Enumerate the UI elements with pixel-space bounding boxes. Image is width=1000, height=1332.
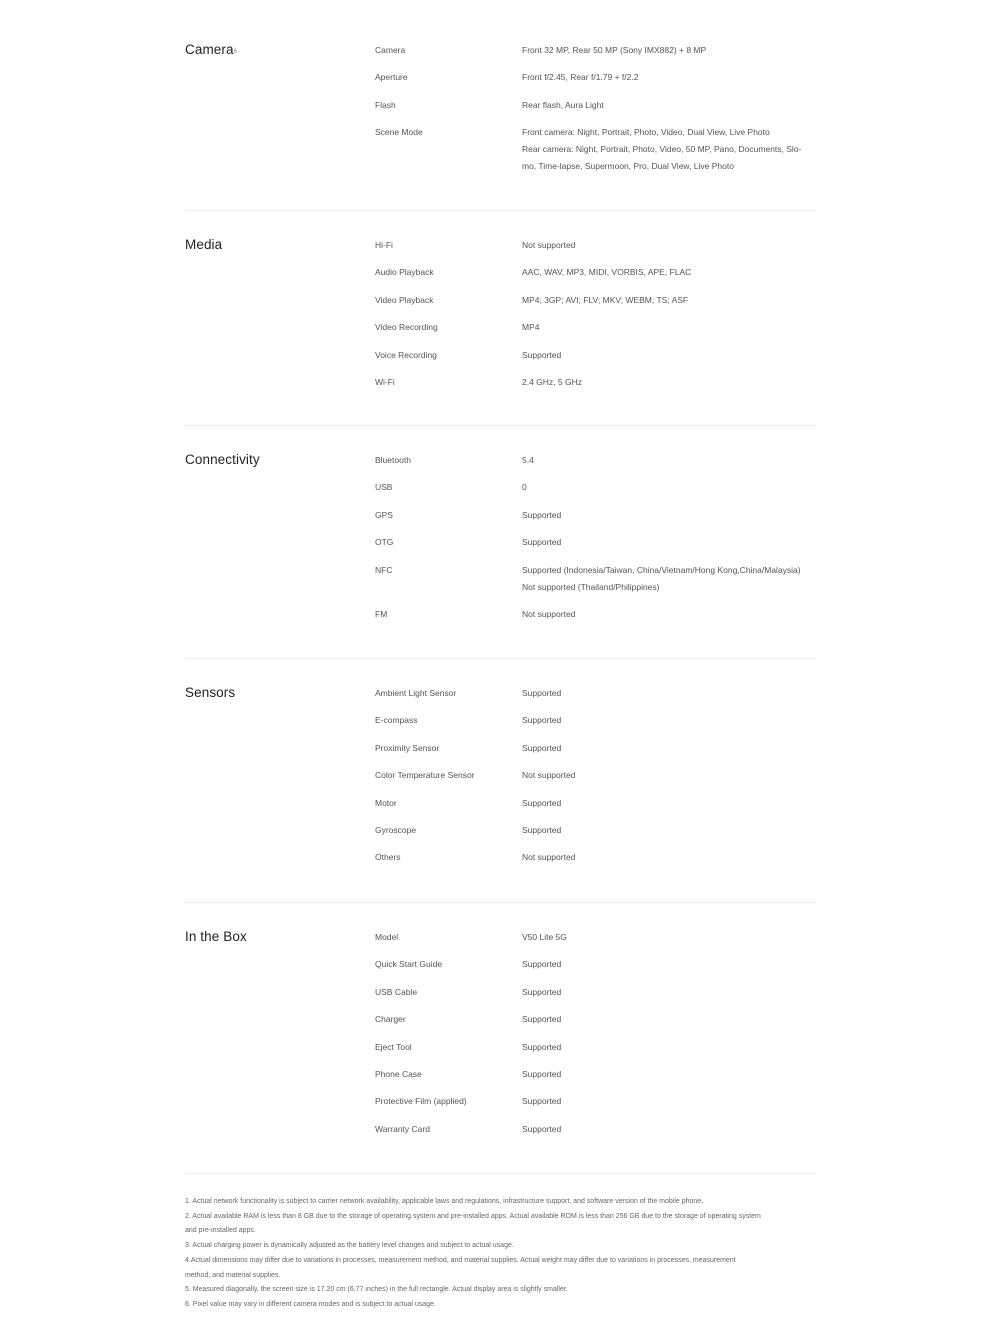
spec-value-line: 5.4 (522, 455, 534, 465)
spec-row (375, 740, 817, 767)
spec-label: Flash (375, 99, 396, 110)
spec-label: GPS (375, 509, 393, 520)
spec-page (185, 0, 817, 1174)
spec-value-line: Supported (522, 1041, 562, 1052)
spec-label: Hi-Fi (375, 240, 393, 250)
spec-rows (375, 685, 817, 877)
spec-value-line: Not supported (Thailand/Philippines) (522, 581, 660, 592)
spec-value-line: Supported (522, 1096, 562, 1107)
spec-label: Proximity Sensor (375, 742, 440, 753)
spec-value (522, 42, 817, 59)
spec-value (522, 124, 817, 175)
spec-value-line: MP4; 3GP; AVI; FLV; MKV; WEBM; TS; ASF (522, 294, 689, 305)
section-media (185, 211, 817, 426)
spec-value (522, 849, 817, 866)
section-title (185, 685, 235, 700)
spec-value-line: Front f/2.45, Rear f/1.79 + f/2.2 (522, 72, 639, 83)
spec-label: NFC (375, 564, 393, 575)
spec-value (522, 97, 817, 114)
spec-value-line: Supported (522, 1123, 562, 1134)
spec-row (375, 849, 817, 876)
spec-value (522, 292, 817, 309)
section-connectivity (185, 426, 817, 659)
spec-row (375, 347, 817, 374)
spec-value (522, 685, 817, 702)
spec-label: Others (375, 852, 401, 863)
spec-value (522, 1011, 817, 1028)
spec-value (522, 507, 817, 524)
spec-row (375, 374, 817, 401)
spec-label: FM (375, 608, 388, 619)
spec-label: Video Playback (375, 294, 434, 305)
spec-row (375, 237, 817, 264)
footnote-line: and pre-installed apps. (185, 1227, 256, 1235)
spec-label: Camera (375, 45, 406, 55)
spec-row (375, 767, 817, 794)
spec-label: Scene Mode (375, 127, 423, 138)
spec-label: Protective Film (applied) (375, 1096, 467, 1107)
section-title-text: Sensors (185, 685, 236, 700)
spec-value (522, 69, 817, 86)
spec-row (375, 1121, 817, 1148)
spec-value-line: 0 (522, 482, 527, 493)
spec-row (375, 795, 817, 822)
spec-value-line: Rear camera: Night, Portrait, Photo, Video, 50 MP, Pano, Documents, Slo- (522, 144, 802, 155)
section-title-text: In the Box (185, 929, 247, 944)
spec-row (375, 124, 817, 175)
footnote-line: 2. Actual available RAM is less than 8 GB due to the storage of operating system and pre-installed apps. Actual available ROM is less than 256 GB due to the storage of operating system (185, 1212, 761, 1220)
spec-value-line: mo, Time-lapse, Supermoon, Pro, Dual View, Live Photo (522, 161, 734, 172)
footnote-line: 3. Actual charging power is dynamically adjusted as the battery level changes and subject to actual usage. (185, 1242, 514, 1250)
spec-label: Quick Start Guide (375, 959, 443, 970)
section-title (185, 237, 222, 252)
section-title-text: Camera (185, 42, 234, 57)
spec-value-line: Supported (522, 797, 562, 808)
spec-row (375, 1093, 817, 1120)
spec-value-line: Front camera: Night, Portrait, Photo, Video, Dual View, Live Photo (522, 127, 770, 138)
spec-value-line: 2.4 GHz, 5 GHz (522, 376, 582, 387)
spec-label: Audio Playback (375, 267, 434, 278)
spec-value-line: Rear flash, Aura Light (522, 99, 604, 110)
spec-label: Gyroscope (375, 824, 417, 835)
spec-row (375, 319, 817, 346)
footnote-line: 1. Actual network functionality is subject to carrier network availability, applicable laws and regulations, infrastructure support, and software version of the mobile phone. (185, 1198, 704, 1205)
spec-value (522, 374, 817, 391)
spec-value (522, 479, 817, 496)
spec-value-line: Not supported (522, 608, 576, 619)
spec-value (522, 606, 817, 623)
spec-value (522, 264, 817, 281)
section-title-text: Media (185, 237, 223, 252)
spec-value (522, 1093, 817, 1110)
spec-value-line: AAC, WAV, MP3, MIDI, VORBIS, APE, FLAC (522, 267, 692, 278)
spec-value-line: Supported (522, 1014, 562, 1025)
spec-label: Motor (375, 797, 397, 808)
section-sensors (185, 659, 817, 903)
spec-label: Ambient Light Sensor (375, 688, 457, 698)
spec-row (375, 534, 817, 561)
spec-value-line: Supported (522, 509, 562, 520)
spec-label: Video Recording (375, 322, 438, 333)
section-in-the-box (185, 903, 817, 1174)
spec-row (375, 479, 817, 506)
footnote-ref: 6 (233, 49, 238, 55)
spec-rows (375, 42, 817, 175)
spec-label: Warranty Card (375, 1123, 430, 1134)
spec-row (375, 822, 817, 849)
spec-value (522, 984, 817, 1001)
spec-value-line: Front 32 MP, Rear 50 MP (Sony IMX882) + 8 MP (522, 45, 707, 55)
spec-value (522, 562, 817, 596)
footnote-line: method, and material supplies. (185, 1271, 281, 1279)
spec-value-line: Supported (522, 688, 562, 698)
spec-row (375, 606, 817, 633)
spec-row (375, 685, 817, 712)
spec-row (375, 507, 817, 534)
spec-label: USB (375, 482, 393, 493)
spec-value (522, 534, 817, 551)
spec-value (522, 740, 817, 757)
spec-row (375, 1039, 817, 1066)
spec-row (375, 562, 817, 606)
spec-row (375, 42, 817, 69)
spec-label: Phone Case (375, 1068, 422, 1079)
spec-value (522, 822, 817, 839)
spec-row (375, 292, 817, 319)
footnote-line: 6. Pixel value may vary in different camera modes and is subject to actual usage. (185, 1300, 436, 1308)
spec-value (522, 452, 817, 469)
spec-value-line: Supported (522, 824, 562, 835)
spec-label: Model (375, 932, 399, 942)
spec-value (522, 795, 817, 812)
spec-rows (375, 929, 817, 1148)
spec-label: Voice Recording (375, 349, 437, 360)
spec-row (375, 1066, 817, 1093)
spec-label: Aperture (375, 72, 408, 83)
spec-value-line: V50 Lite 5G (522, 932, 567, 942)
spec-value (522, 237, 817, 254)
spec-row (375, 984, 817, 1011)
spec-row (375, 264, 817, 291)
spec-label: E-compass (375, 715, 418, 726)
spec-label: Color Temperature Sensor (375, 770, 475, 781)
spec-rows (375, 452, 817, 633)
spec-value-line: Not supported (522, 240, 576, 250)
spec-rows (375, 237, 817, 401)
spec-row (375, 452, 817, 479)
spec-value (522, 347, 817, 364)
footnote-line: 4.Actual dimensions may differ due to variations in processes, measurement method, and material supplies. Actual weight may differ due to variations in processes, measurement (185, 1256, 736, 1264)
spec-value-line: Not supported (522, 770, 576, 781)
spec-label: OTG (375, 537, 394, 548)
spec-value (522, 956, 817, 973)
spec-value-line: Supported (522, 959, 562, 970)
spec-row (375, 929, 817, 956)
spec-value (522, 1039, 817, 1056)
spec-value-line: Supported (522, 1068, 562, 1079)
footnote-line: 5. Measured diagonally, the screen size is 17.20 cm (6.77 inches) in the full rectangle. Actual display area is slightly smaller. (185, 1286, 568, 1294)
spec-value (522, 1066, 817, 1083)
section-title (185, 452, 260, 467)
spec-row (375, 69, 817, 96)
spec-row (375, 1011, 817, 1038)
spec-value-line: Supported (522, 986, 562, 997)
spec-row (375, 97, 817, 124)
spec-label: Eject Tool (375, 1041, 412, 1052)
spec-value (522, 929, 817, 946)
section-title-text: Connectivity (185, 452, 260, 467)
spec-label: Bluetooth (375, 455, 411, 465)
spec-value-line: Supported (Indonesia/Taiwan, China/Vietnam/Hong Kong,China/Malaysia) (522, 564, 801, 575)
spec-value (522, 712, 817, 729)
spec-row (375, 956, 817, 983)
section-camera (185, 0, 817, 211)
section-title (185, 42, 237, 57)
spec-value (522, 767, 817, 784)
section-title (185, 929, 247, 944)
spec-value-line: Not supported (522, 852, 576, 863)
footnotes (185, 1195, 817, 1313)
spec-label: USB Cable (375, 986, 418, 997)
spec-value-line: Supported (522, 537, 562, 548)
spec-value-line: Supported (522, 349, 562, 360)
spec-label: Charger (375, 1014, 406, 1025)
spec-label: Wi-Fi (375, 376, 395, 387)
spec-value (522, 1121, 817, 1138)
spec-value (522, 319, 817, 336)
spec-value-line: MP4 (522, 322, 540, 333)
spec-value-line: Supported (522, 715, 562, 726)
spec-row (375, 712, 817, 739)
spec-value-line: Supported (522, 742, 562, 753)
